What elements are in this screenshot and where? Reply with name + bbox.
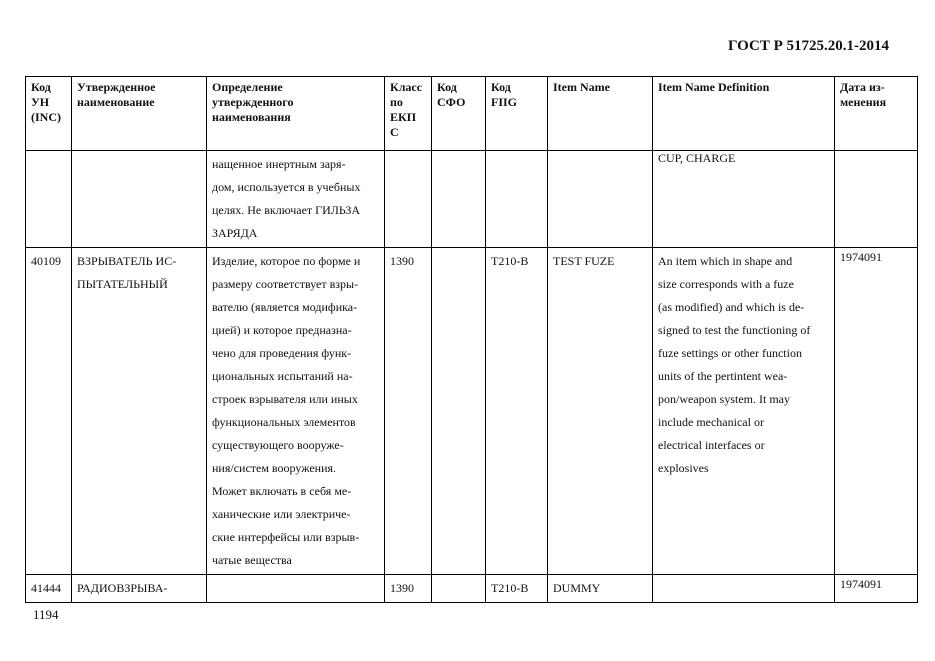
text-line: Код	[437, 80, 457, 94]
cell-code	[26, 151, 72, 248]
col-header-approved-name	[72, 77, 207, 151]
cell-definition	[207, 248, 385, 575]
text-line: FIIG	[491, 95, 518, 109]
text-line: РАДИОВЗРЫВА-	[77, 581, 168, 595]
table-row	[26, 248, 918, 575]
text-line: Код	[491, 80, 511, 94]
text-line: An item which in shape and	[658, 254, 793, 268]
cell-name	[72, 575, 207, 603]
text-line: include mechanical or	[658, 415, 764, 429]
text-line: (as modified) and which is de-	[658, 300, 805, 314]
text-line: units of the pertintent wea-	[658, 369, 788, 383]
col-header-change-date	[835, 77, 918, 151]
text-line: вателю (является модифика-	[212, 300, 358, 314]
cell-sfo	[432, 248, 486, 575]
cell-fiig: T210-B	[486, 248, 548, 575]
text-line: ЗАРЯДА	[212, 226, 258, 240]
text-line: УН	[31, 95, 50, 109]
text-line: Определение	[212, 80, 283, 94]
text-line: Item Name Definition	[658, 80, 770, 94]
text-line: утвержденного	[212, 95, 294, 109]
text-line: наименования	[212, 110, 291, 124]
text-line: ские интерфейсы или взрыв-	[212, 530, 360, 544]
text-line: чатые вещества	[212, 553, 292, 567]
text-line: целях. Не включает ГИЛЬЗА	[212, 203, 361, 217]
cell-code: 41444	[26, 575, 72, 603]
text-line: С	[390, 125, 399, 139]
cell-class: 1390	[385, 575, 432, 603]
table-row	[26, 151, 918, 248]
cell-fiig	[486, 151, 548, 248]
cell-definition	[207, 575, 385, 603]
table-row	[26, 575, 918, 603]
text-line: (INC)	[31, 110, 61, 124]
text-line: нащенное инертным заря-	[212, 157, 346, 171]
table-header-row	[26, 77, 918, 151]
text-line: существующего вооруже-	[212, 438, 344, 452]
cell-item-def	[653, 248, 835, 575]
text-line: ВЗРЫВАТЕЛЬ ИС-	[77, 254, 177, 268]
text-line: Код	[31, 80, 51, 94]
cell-sfo	[432, 151, 486, 248]
page-number: 1194	[33, 607, 59, 622]
cell-sfo	[432, 575, 486, 603]
cell-date: 1974091	[835, 575, 918, 603]
cell-item-def	[653, 575, 835, 603]
text-line: размеру соответствует взры-	[212, 277, 359, 291]
text-line: explosives	[658, 461, 709, 475]
text-line: Изделие, которое по форме и	[212, 254, 361, 268]
text-line: ния/систем вооружения.	[212, 461, 337, 475]
text-line: менения	[840, 95, 887, 109]
cell-item-name: DUMMY	[548, 575, 653, 603]
col-header-item-name-definition	[653, 77, 835, 151]
document-standard-number: ГОСТ Р 51725.20.1-2014	[727, 38, 889, 54]
cell-class	[385, 151, 432, 248]
text-line: функциональных элементов	[212, 415, 356, 429]
col-header-sfo	[432, 77, 486, 151]
col-header-item-name	[548, 77, 653, 151]
text-line: цией) и которое предназна-	[212, 323, 352, 337]
text-line: СФО	[437, 95, 466, 109]
text-line: дом, используется в учебных	[212, 180, 361, 194]
cell-code: 40109	[26, 248, 72, 575]
cell-name	[72, 248, 207, 575]
cell-item-def	[653, 151, 835, 248]
text-line: ханические или электриче-	[212, 507, 351, 521]
text-line: ПЫТАТЕЛЬНЫЙ	[77, 277, 168, 291]
text-line: циональных испытаний на-	[212, 369, 353, 383]
text-line: Item Name	[553, 80, 610, 94]
cell-date	[835, 151, 918, 248]
col-header-definition	[207, 77, 385, 151]
cell-class: 1390	[385, 248, 432, 575]
cell-item-name	[548, 151, 653, 248]
text-line: ЕКП	[390, 110, 417, 124]
text-line: чено для проведения функ-	[212, 346, 352, 360]
col-header-class	[385, 77, 432, 151]
text-line: fuze settings or other function	[658, 346, 802, 360]
nomenclature-table	[25, 76, 918, 603]
cell-fiig: T210-B	[486, 575, 548, 603]
text-line: pon/weapon system. It may	[658, 392, 790, 406]
text-line: CUP, CHARGE	[658, 151, 736, 165]
text-line: строек взрывателя или иных	[212, 392, 358, 406]
cell-date: 1974091	[835, 248, 918, 575]
text-line: по	[390, 95, 403, 109]
text-line: Класс	[390, 80, 423, 94]
text-line: Может включать в себя ме-	[212, 484, 352, 498]
col-header-fiig	[486, 77, 548, 151]
text-line: size corresponds with a fuze	[658, 277, 794, 291]
text-line: signed to test the functioning of	[658, 323, 811, 337]
text-line: наименование	[77, 95, 155, 109]
col-header-code	[26, 77, 72, 151]
cell-item-name: TEST FUZE	[548, 248, 653, 575]
text-line: Дата из-	[840, 80, 885, 94]
cell-definition	[207, 151, 385, 248]
cell-name	[72, 151, 207, 248]
text-line: Утвержденное	[77, 80, 156, 94]
text-line: electrical interfaces or	[658, 438, 765, 452]
